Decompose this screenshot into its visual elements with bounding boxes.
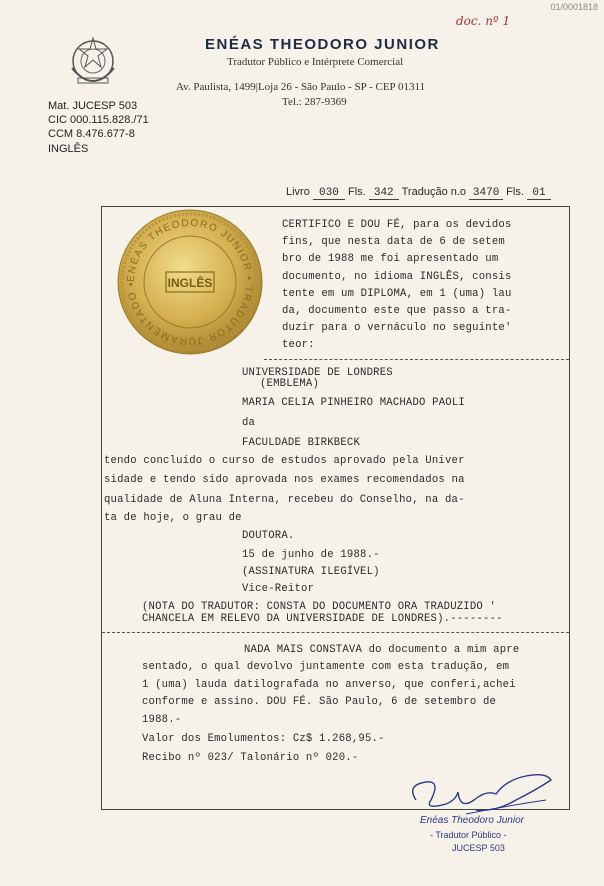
registration-cic: CIC 000.115.828./71: [48, 114, 149, 126]
translator-subtitle: Tradutor Público e Intérprete Comercial: [227, 56, 404, 68]
livro-value: 030: [313, 187, 345, 200]
fls-value: 342: [369, 187, 399, 200]
seal-ring-text: ENÉAS THEODORO JUNIOR • TRADUTOR JURAMENTADO •: [125, 217, 255, 347]
certificate-line: duzir para o vernáculo no seguinte': [282, 322, 512, 335]
fls2-label: Fls.: [506, 186, 524, 198]
closing-line: 1 (uma) lauda datilografada no anverso, que conferi,achei: [142, 679, 516, 691]
address: Av. Paulista, 1499|Loja 26 - São Paulo - SP - CEP 01311: [176, 81, 426, 93]
fls2-value: 01: [527, 187, 551, 200]
body-line: (EMBLEMA): [260, 378, 320, 390]
body-line: tendo concluído o curso de estudos aprovado pela Univer: [104, 455, 465, 467]
divider: [264, 359, 569, 360]
closing-line: Valor dos Emolumentos: Cz$ 1.268,95.-: [142, 733, 385, 745]
archive-code: 01/0001818: [550, 2, 598, 12]
body-line: MARIA CELIA PINHEIRO MACHADO PAOLI: [242, 397, 465, 409]
translator-name: ENÉAS THEODORO JUNIOR: [205, 36, 440, 53]
traducao-value: 3470: [469, 187, 503, 200]
seal-center-text: INGLÊS: [167, 276, 213, 290]
handwritten-note: doc. nº 1: [456, 14, 511, 28]
closing-line: NADA MAIS CONSTAVA do documento a mim apre: [244, 644, 520, 656]
divider: [102, 632, 569, 633]
traducao-label: Tradução n.o: [401, 186, 467, 198]
body-line: UNIVERSIDADE DE LONDRES: [242, 367, 393, 379]
body-line: qualidade de Aluna Interna, recebeu do Conselho, na da-: [104, 494, 465, 506]
stamp-reg: JUCESP 503: [452, 843, 505, 853]
body-line: Vice-Reitor: [242, 583, 315, 595]
coat-of-arms-icon: [66, 34, 120, 88]
certificate-line: documento, no idioma INGLÊS, consis: [282, 270, 512, 283]
closing-line: sentado, o qual devolvo juntamente com esta tradução, em: [142, 661, 510, 673]
body-line: DOUTORA.: [242, 530, 295, 542]
gold-seal-icon: [116, 208, 264, 356]
body-line: FACULDADE BIRKBECK: [242, 437, 361, 449]
body-line: CHANCELA EM RELEVO DA UNIVERSIDADE DE LONDRES).--------: [142, 613, 503, 625]
certificate-line: CERTIFICO E DOU FÉ, para os devidos: [282, 219, 512, 231]
stamp-name: Enéas Theodoro Junior: [420, 815, 524, 826]
closing-line: 1988.-: [142, 714, 182, 726]
certificate-line: tente em um DIPLOMA, em 1 (uma) lau: [282, 287, 512, 300]
body-line: ta de hoje, o grau de: [104, 512, 242, 524]
phone: Tel.: 287-9369: [282, 96, 347, 108]
body-line: (ASSINATURA ILEGÍVEL): [242, 566, 380, 578]
body-line: 15 de junho de 1988.-: [242, 549, 380, 561]
certificate-line: teor:: [282, 339, 315, 352]
body-line: (NOTA DO TRADUTOR: CONSTA DO DOCUMENTO ORA TRADUZIDO ': [142, 601, 497, 613]
book-reference: [286, 186, 551, 200]
registration-language: INGLÊS: [48, 143, 89, 155]
fls-label: Fls.: [347, 186, 366, 198]
certificate-line: da, documento este que passo a tra-: [282, 305, 512, 317]
closing-line: Recibo nº 023/ Talonário nº 020.-: [142, 752, 359, 764]
livro-label: Livro: [286, 186, 310, 198]
registration-ccm: CCM 8.476.677-8: [48, 128, 135, 140]
certificate-line: bro de 1988 me foi apresentado um: [282, 253, 499, 266]
closing-line: conforme e assino. DOU FÉ. São Paulo, 6 de setembro de: [142, 696, 497, 708]
stamp-role: - Tradutor Público -: [430, 830, 507, 840]
certificate-line: fins, que nesta data de 6 de setem: [282, 236, 505, 249]
registration-mat: Mat. JUCESP 503: [48, 100, 138, 112]
body-line: sidade e tendo sido aprovada nos exames recomendados na: [104, 474, 465, 486]
body-line: da: [242, 417, 256, 429]
